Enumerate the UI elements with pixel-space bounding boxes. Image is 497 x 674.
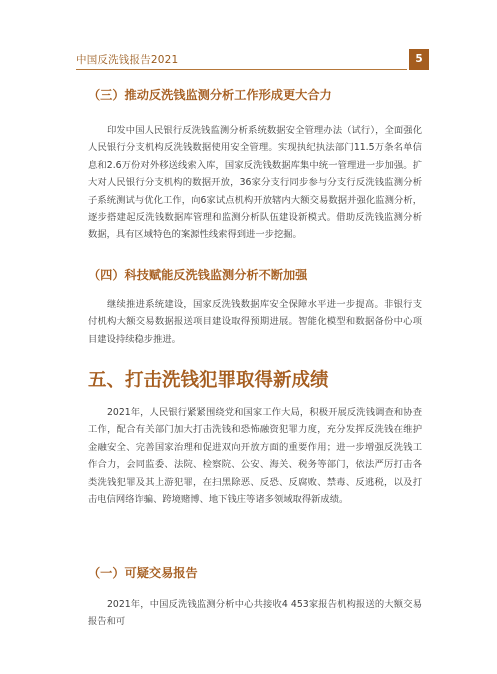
paragraph-subsection-4: 继续推进系统建设，国家反洗钱数据库安全保障水平进一步提高。非银行支付机构大额交易数据报送项目建设取得预期进展。智能化模型和数据备份中心项目建设持续稳步推进。 [88,299,422,345]
subsection-heading-1: （一）可疑交易报告 [88,566,198,580]
paragraph-subsection-1: 2021年，中国反洗钱监测分析中心共接收4 453家报告机构报送的大额交易报告和可 [88,599,422,628]
paragraph-section-5: 2021年，人民银行紧紧围绕党和国家工作大局，积极开展反洗钱调查和协查工作，配合有关部门加大打击洗钱和恐怖融资犯罪力度，充分发挥反洗钱在维护金融安全、完善国家治理和促进双向开放方面的重要作用；进一步增强反洗钱工作合力，会同监委、法院、检察院、公安、海关、税务等部门，依法严厉打击各类洗钱犯罪及其上游犯罪，在扫黑除恶、反恐、反腐败、禁毒、反逃税，以及打击电信网络诈骗、跨境赌博、地下钱庄等诸多领域取得新成绩。 [88,407,422,506]
running-header-title: 中国反洗钱报告2021 [76,54,179,66]
section-heading-5: 五、打击洗钱犯罪取得新成绩 [88,370,329,391]
page-number-badge: 5 [409,49,429,70]
paragraph-subsection-3: 印发中国人民银行反洗钱监测分析系统数据安全管理办法（试行），全面强化人民银行分支机构反洗钱数据使用安全管理。实现执纪执法部门11.5万条名单信息和2.6万份对外移送线索入库，国家反洗钱数据库集中统一管理进一步加强。扩大对人民银行分支机构的数据开放，36家分支行同步参与分支行反洗钱监测分析子系统测试与优化工作，向6家试点机构开放辖内大额交易数据并强化监测分析，逐步搭建起反洗钱数据库管理和监测分析队伍建设新模式。借助反洗钱监测分析数据，具有区域特色的案源性线索得到进一步挖掘。 [88,125,422,241]
subsection-heading-3: （三）推动反洗钱监测分析工作形成更大合力 [88,88,332,102]
page-header [0,0,497,70]
header-divider [76,69,407,70]
subsection-heading-4: （四）科技赋能反洗钱监测分析不断加强 [88,268,308,282]
